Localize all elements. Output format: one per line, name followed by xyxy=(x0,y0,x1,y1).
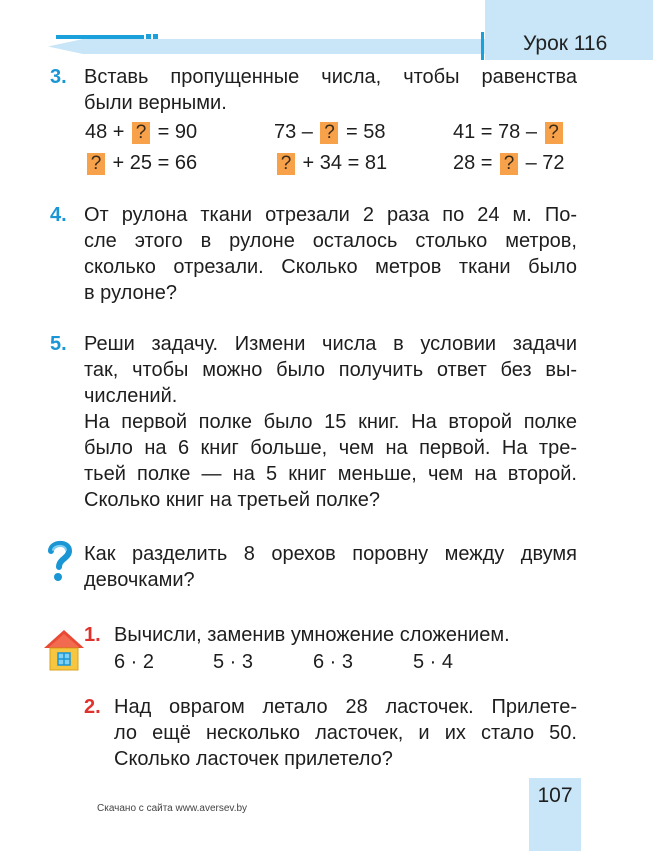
expression: 5 · 4 xyxy=(413,651,454,673)
header-accent-dot xyxy=(153,34,158,39)
expression: 6 · 2 xyxy=(114,651,155,673)
equation: ? + 25 = 66 xyxy=(85,152,197,175)
question-text-line: Как разделить 8 орехов поровну между двумя xyxy=(84,543,577,565)
task-text-line: числений. xyxy=(84,385,178,407)
missing-number-box: ? xyxy=(320,122,338,144)
source-note: Скачано с сайта www.aversev.by xyxy=(97,803,248,814)
equation: 41 = 78 – ? xyxy=(453,121,565,144)
expression: 5 · 3 xyxy=(213,651,254,673)
task-text-line: были верными. xyxy=(84,92,227,114)
task-text-line: так, чтобы можно было получить ответ без вы- xyxy=(84,359,577,381)
missing-number-box: ? xyxy=(87,153,105,175)
task-number: 4. xyxy=(50,204,67,226)
question-mark-icon xyxy=(45,538,75,584)
homework-text-line: ло ещё несколько ласточек, и их стало 50. xyxy=(114,722,577,744)
task-text-line: Реши задачу. Измени числа в условии задачи xyxy=(84,333,577,355)
header-accent-line xyxy=(56,35,144,39)
task-text-line: было на 6 книг больше, чем на первой. На тре- xyxy=(84,437,577,459)
house-icon xyxy=(42,628,86,672)
task-text-line: Сколько книг на третьей полке? xyxy=(84,489,380,511)
missing-number-box: ? xyxy=(500,153,518,175)
homework-number: 1. xyxy=(84,624,101,646)
lesson-title: Урок 116 xyxy=(523,32,608,55)
task-text-line: сколько отрезали. Сколько метров ткани было xyxy=(84,256,577,278)
task-text-line: На первой полке было 15 книг. На второй полке xyxy=(84,411,577,433)
header-accent-dot xyxy=(146,34,151,39)
equation: 73 – ? = 58 xyxy=(274,121,386,143)
page-number: 107 xyxy=(537,784,573,807)
equation: ? + 34 = 81 xyxy=(275,152,387,175)
task-text-line: в рулоне? xyxy=(84,282,177,304)
missing-number-box: ? xyxy=(277,153,295,175)
equation: 28 = ? – 72 xyxy=(453,152,565,174)
question-text-line: девочками? xyxy=(84,569,195,591)
homework-text-line: Сколько ласточек прилетело? xyxy=(114,748,393,770)
task-text-line: сле этого в рулоне осталось столько метров, xyxy=(84,230,577,252)
homework-number: 2. xyxy=(84,696,101,718)
task-text-line: Вставь пропущенные числа, чтобы равенства xyxy=(84,66,577,88)
missing-number-box: ? xyxy=(545,122,563,144)
homework-text-line: Над оврагом летало 28 ласточек. Прилете- xyxy=(114,696,577,718)
expression: 6 · 3 xyxy=(313,651,354,673)
header-band xyxy=(48,39,485,54)
missing-number-box: ? xyxy=(132,122,150,144)
lesson-tab-accent xyxy=(481,32,484,60)
task-text-line: тьей полке — на 5 книг меньше, чем на второй. xyxy=(84,463,577,485)
task-number: 5. xyxy=(50,333,67,355)
task-number: 3. xyxy=(50,66,67,88)
task-text-line: От рулона ткани отрезали 2 раза по 24 м. По- xyxy=(84,204,577,226)
equation: 48 + ? = 90 xyxy=(85,121,198,143)
homework-text-line: Вычисли, заменив умножение сложением. xyxy=(114,624,510,646)
